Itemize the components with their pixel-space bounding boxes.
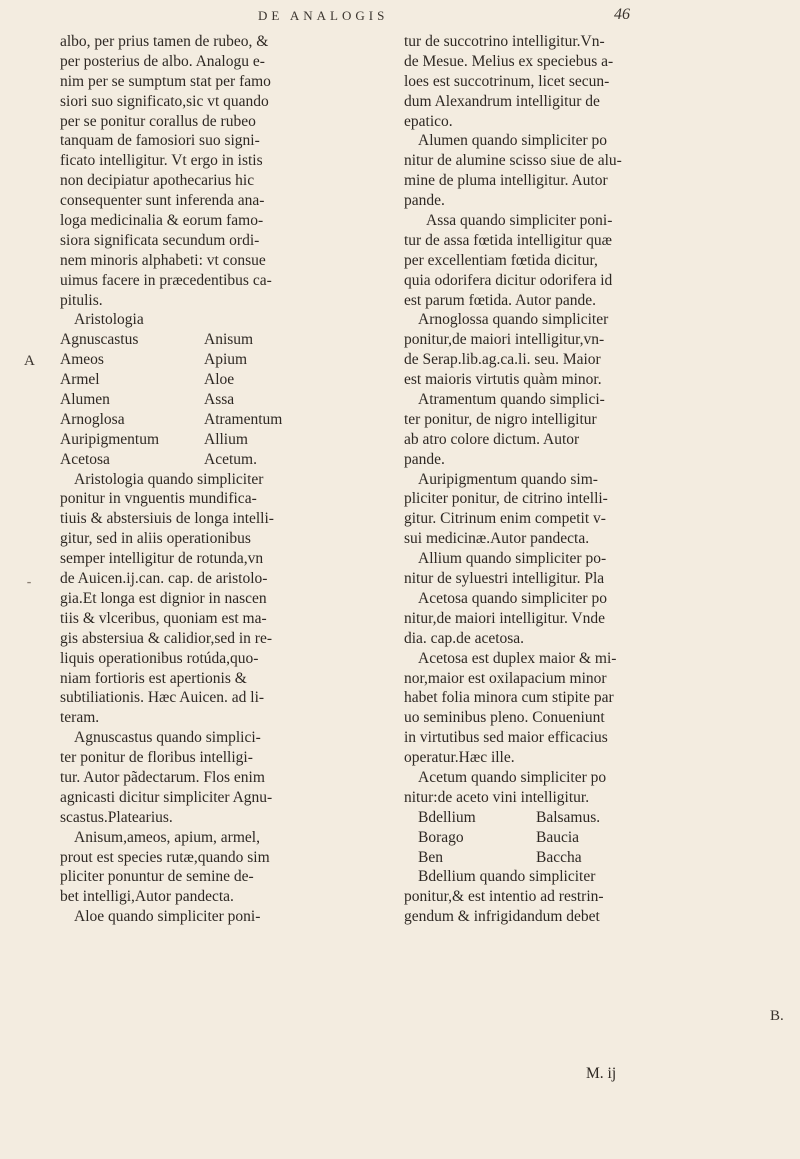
list-term: Ben: [418, 848, 443, 866]
analoga-list: [404, 808, 704, 868]
text-line: Anisum,ameos, apium, armel,: [74, 828, 260, 846]
text-line: uo seminibus pleno. Conueniunt: [404, 709, 605, 727]
paragraph: [404, 310, 704, 390]
text-line: prout est species rutæ,quando sim: [60, 848, 270, 866]
text-line: de Auicen.ij.can. cap. de aristolo-: [60, 570, 268, 588]
text-line: Auripigmentum quando sim-: [418, 470, 598, 488]
text-line: est parum fœtida. Autor pande.: [404, 291, 596, 309]
text-line: nitur:de aceto vini intelligitur.: [404, 788, 590, 806]
signature-mark: M. ij: [586, 1065, 617, 1082]
text-line: ponitur in vnguentis mundifica-: [60, 490, 257, 508]
text-line: nitur de alumine scisso siue de alu-: [404, 152, 622, 170]
margin-letter-b: B.: [770, 1008, 784, 1024]
list-item: [60, 430, 358, 450]
text-line: gendum & infrigidandum debet: [404, 908, 600, 926]
text-line: pitulis.: [60, 291, 103, 309]
text-line: Acetum quando simpliciter po: [418, 768, 607, 786]
text-line: gia.Et longa est dignior in nascen: [60, 589, 267, 607]
text-line: mine de pluma intelligitur. Autor: [404, 172, 608, 190]
text-line: gitur. Citrinum enim competit v-: [404, 510, 606, 528]
list-item: [404, 848, 704, 868]
text-line: niam fortioris est apertionis &: [60, 669, 247, 687]
list-term: Borago: [418, 828, 464, 846]
text-line: dia. cap.de acetosa.: [404, 629, 525, 647]
paragraph: [404, 649, 704, 768]
list-term: Assa: [204, 391, 235, 409]
list-term: Ameos: [60, 351, 104, 369]
text-line: loes est succotrinum, licet secun-: [404, 72, 610, 90]
paragraph: [404, 470, 704, 550]
text-line: semper intelligitur de rotunda,vn: [60, 550, 264, 568]
paragraph: [60, 828, 358, 908]
paragraph: [404, 768, 704, 808]
text-line: nem minoris alphabeti: vt consue: [60, 251, 266, 269]
list-item: [60, 410, 358, 430]
text-line: ponitur,de maiori intelligitur,vn-: [404, 331, 605, 349]
list-term: Baccha: [536, 848, 582, 866]
text-line: agnicasti dicitur simpliciter Agnu-: [60, 788, 273, 806]
text-line: quia odorifera dicitur odorifera id: [404, 271, 613, 289]
running-head: DE ANALOGIS: [258, 8, 389, 23]
page-header: [0, 6, 800, 30]
text-line: ficato intelligitur. Vt ergo in istis: [60, 152, 263, 170]
paragraph: [60, 728, 358, 827]
list-term: Arnoglosa: [60, 410, 125, 428]
list-item: [60, 370, 358, 390]
text-line: Agnuscastus quando simplici-: [74, 729, 261, 747]
margin-letter-a: A: [24, 353, 35, 369]
list-term: Apium: [204, 351, 248, 369]
list-item: [60, 450, 358, 470]
text-line: ab atro colore dictum. Autor: [404, 430, 580, 448]
list-term: Atramentum: [204, 410, 283, 428]
text-line: per se ponitur corallus de rubeo: [60, 112, 256, 130]
paragraph: [60, 907, 358, 927]
list-term: Auripigmentum: [60, 430, 160, 448]
right-column: [404, 32, 704, 927]
list-term: Acetosa: [60, 450, 110, 468]
text-line: ponitur,& est intentio ad restrin-: [404, 888, 604, 906]
paragraph: [404, 549, 704, 648]
text-line: liquis operationibus rotúda,quo-: [60, 649, 259, 667]
text-line: ter ponitur de floribus intelligi-: [60, 749, 253, 767]
text-line: Aloe quando simpliciter poni-: [74, 908, 261, 926]
text-line: siora significata secundum ordi-: [60, 231, 260, 249]
text-line: uimus facere in præcedentibus ca-: [60, 271, 272, 289]
text-line: in virtutibus sed maior efficacius: [404, 729, 608, 747]
text-line: nor,maior est oxilapacium minor: [404, 669, 607, 687]
text-line: albo, per prius tamen de rubeo, &: [60, 33, 269, 50]
text-line: epatico.: [404, 112, 453, 130]
text-line: teram.: [60, 709, 100, 727]
text-line: nitur,de maiori intelligitur. Vnde: [404, 609, 605, 627]
list-term: Baucia: [536, 828, 580, 846]
text-line: Bdellium quando simpliciter: [418, 868, 596, 886]
text-line: gis abstersiua & calidior,sed in re-: [60, 629, 273, 647]
text-line: non decipiatur apothecarius hic: [60, 172, 255, 190]
text-line: bet intelligi,Autor pandecta.: [60, 888, 234, 906]
text-line: Arnoglossa quando simpliciter: [418, 311, 609, 329]
text-line: de Mesue. Melius ex speciebus a-: [404, 52, 614, 70]
text-line: tur de assa fœtida intelligitur quæ: [404, 231, 612, 249]
paragraph: [404, 211, 704, 310]
text-line: pande.: [404, 192, 445, 210]
text-line: pliciter ponitur, de citrino intelli-: [404, 490, 608, 508]
list-item: [60, 350, 358, 370]
text-line: scastus.Platearius.: [60, 808, 173, 826]
text-line: Assa quando simpliciter poni-: [426, 212, 613, 230]
paragraph: [60, 470, 358, 729]
list-item: [404, 808, 704, 828]
text-line: Aristologia quando simpliciter: [74, 470, 264, 488]
left-column: [60, 32, 358, 927]
text-line: tiuis & abstersiuis de longa intelli-: [60, 510, 274, 528]
text-line: per excellentiam fœtida dicitur,: [404, 251, 598, 269]
analoga-list: [60, 330, 358, 469]
list-term: Aloe: [204, 371, 235, 389]
text-line: Acetosa est duplex maior & mi-: [418, 649, 617, 667]
paragraph: [404, 390, 704, 470]
list-term: Balsamus.: [536, 808, 601, 826]
list-term: Anisum: [204, 331, 254, 349]
text-line: pande.: [404, 450, 445, 468]
paragraph: [60, 32, 358, 310]
text-line: Alumen quando simpliciter po: [418, 132, 607, 150]
text-line: tur de succotrino intelligitur.Vn-: [404, 33, 605, 50]
page-number: 46: [614, 6, 630, 23]
list-term: Alumen: [60, 391, 110, 409]
text-line: tiis & vlceribus, quoniam est ma-: [60, 609, 267, 627]
text-line: sui medicinæ.Autor pandecta.: [404, 530, 590, 548]
text-line: de Serap.lib.ag.ca.li. seu. Maior: [404, 351, 601, 369]
text-line: operatur.Hæc ille.: [404, 749, 515, 767]
text-line: tanquam de famosiori suo signi-: [60, 132, 260, 150]
text-line: siori suo significato,sic vt quando: [60, 92, 269, 110]
paragraph: [404, 131, 704, 211]
text-line: gitur, sed in aliis operationibus: [60, 530, 251, 548]
text-line: Atramentum quando simplici-: [418, 391, 605, 409]
list-term: Allium: [204, 430, 248, 448]
text-line: est maioris virtutis quàm minor.: [404, 371, 602, 389]
list-term: Bdellium: [418, 808, 476, 826]
text-line: tur. Autor pãdectarum. Flos enim: [60, 768, 265, 786]
list-title: Aristologia: [74, 311, 144, 329]
text-line: ter ponitur, de nigro intelligitur: [404, 410, 597, 428]
text-line: Allium quando simpliciter po-: [418, 550, 607, 568]
list-item: [60, 390, 358, 410]
text-line: habet folia minora cum stipite par: [404, 689, 614, 707]
list-item: [404, 828, 704, 848]
text-line: Acetosa quando simpliciter po: [418, 589, 607, 607]
list-term: Agnuscastus: [60, 331, 139, 349]
list-term: Armel: [60, 371, 100, 389]
text-line: per posterius de albo. Analogu e-: [60, 52, 265, 70]
text-line: consequenter sunt inferenda ana-: [60, 192, 265, 210]
paragraph: [404, 32, 704, 131]
list-term: Acetum.: [204, 450, 257, 468]
text-line: pliciter ponuntur de semine de-: [60, 868, 254, 886]
text-line: nitur de syluestri intelligitur. Pla: [404, 570, 605, 588]
text-line: nim per se sumptum stat per famo: [60, 72, 271, 90]
text-line: dum Alexandrum intelligitur de: [404, 92, 600, 110]
margin-mark: ⁃: [26, 576, 32, 590]
text-line: loga medicinalia & eorum famo-: [60, 212, 264, 230]
paragraph: [404, 867, 704, 927]
list-item: [60, 330, 358, 350]
text-line: subtiliationis. Hæc Auicen. ad li-: [60, 689, 265, 707]
